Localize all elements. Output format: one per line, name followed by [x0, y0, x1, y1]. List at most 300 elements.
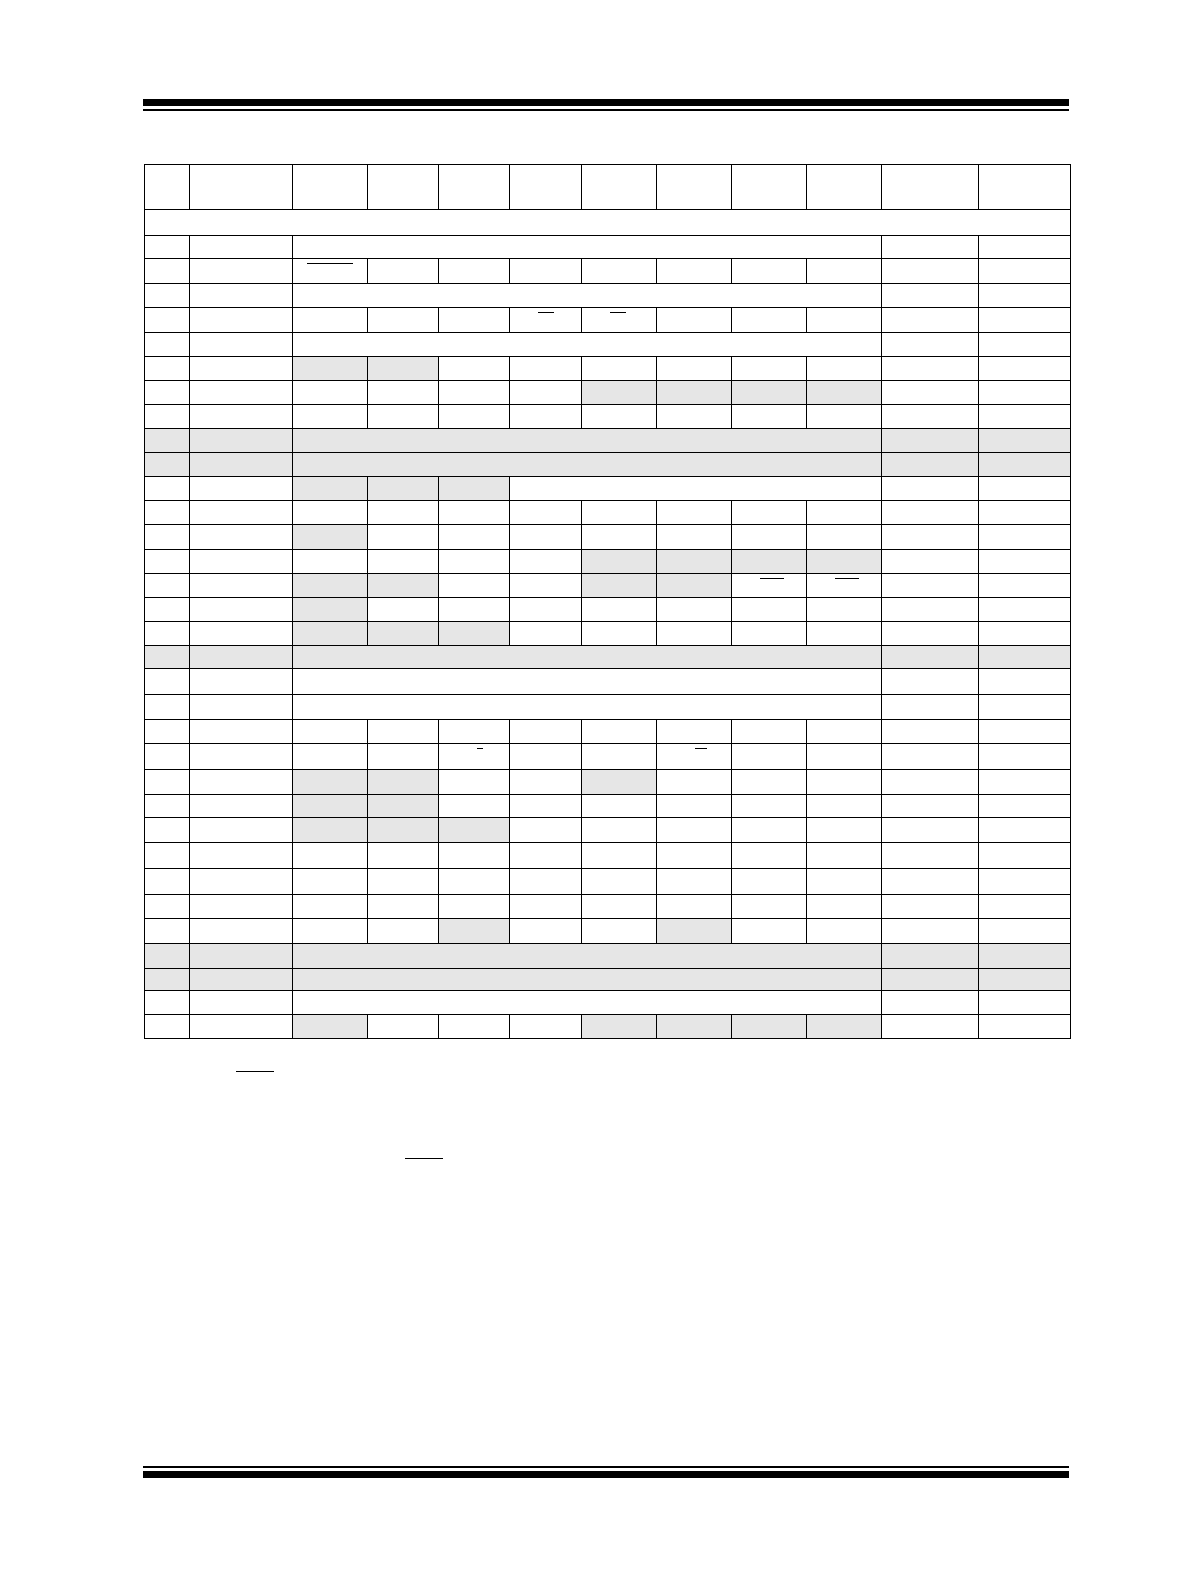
table-row: [145, 236, 1071, 259]
table-cell-shaded: [657, 574, 732, 598]
table-cell-shaded: [368, 477, 439, 501]
table-cell: [293, 501, 368, 525]
table-cell: [190, 333, 293, 357]
table-cell: [882, 236, 979, 259]
table-cell: [582, 843, 657, 869]
table-row: [145, 1015, 1071, 1039]
table-cell: [145, 598, 190, 622]
table-cell-shaded: [190, 453, 293, 477]
table-cell-shaded: [293, 969, 882, 991]
table-cell: [882, 669, 979, 695]
table-cell: [732, 501, 807, 525]
table-cell: [510, 919, 582, 944]
table-cell: [582, 259, 657, 284]
table-cell: [190, 869, 293, 895]
table-cell: [807, 744, 882, 770]
table-cell: [293, 284, 882, 308]
table-cell-shaded: [657, 1015, 732, 1039]
table-cell: [882, 501, 979, 525]
table-cell: [807, 895, 882, 919]
column-header: [732, 165, 807, 210]
table-cell: [145, 895, 190, 919]
table-cell: [882, 895, 979, 919]
table-row: [145, 818, 1071, 843]
table-cell: [190, 236, 293, 259]
table-cell: [368, 720, 439, 744]
table-cell: [657, 405, 732, 429]
table-cell: [510, 869, 582, 895]
table-cell: [439, 598, 510, 622]
table-cell-shaded: [368, 795, 439, 818]
table-cell: [510, 501, 582, 525]
table-cell: [368, 869, 439, 895]
table-row: [145, 525, 1071, 550]
table-cell: [190, 991, 293, 1015]
table-cell: [582, 308, 657, 333]
table-cell: [190, 622, 293, 646]
table-cell: [368, 744, 439, 770]
table-cell: [882, 869, 979, 895]
table-cell: [979, 895, 1071, 919]
table-cell: [190, 284, 293, 308]
table-cell: [510, 622, 582, 646]
table-cell: [807, 501, 882, 525]
table-cell: [657, 895, 732, 919]
table-cell-shaded: [582, 550, 657, 574]
table-cell: [882, 770, 979, 795]
table-cell: [293, 259, 368, 284]
footer-rule-thin: [143, 1466, 1069, 1468]
table-cell: [510, 598, 582, 622]
table-cell: [979, 259, 1071, 284]
table-cell: [807, 405, 882, 429]
table-cell: [190, 919, 293, 944]
table-cell: [145, 622, 190, 646]
table-cell-shaded: [293, 770, 368, 795]
table-cell: [190, 720, 293, 744]
table-cell: [657, 818, 732, 843]
table-cell: [582, 895, 657, 919]
table-cell: [293, 895, 368, 919]
table-cell-shaded: [293, 477, 368, 501]
table-cell: [979, 622, 1071, 646]
table-cell: [979, 574, 1071, 598]
table-cell-shaded: [293, 598, 368, 622]
table-cell: [732, 308, 807, 333]
table-cell: [979, 284, 1071, 308]
table-cell: [439, 381, 510, 405]
table-cell: [807, 843, 882, 869]
table-cell: [439, 720, 510, 744]
header-rule-thick: [143, 99, 1069, 106]
column-header: [368, 165, 439, 210]
table-cell: [882, 284, 979, 308]
table-row: [145, 843, 1071, 869]
table-cell-shaded: [293, 795, 368, 818]
table-cell: [732, 869, 807, 895]
table-cell: [190, 795, 293, 818]
table-cell: [979, 236, 1071, 259]
table-cell: [732, 259, 807, 284]
table-cell: [145, 720, 190, 744]
table-cell: [510, 525, 582, 550]
table-cell: [582, 720, 657, 744]
table-cell: [807, 598, 882, 622]
table-cell: [882, 574, 979, 598]
column-header: [510, 165, 582, 210]
table-cell-shaded: [807, 1015, 882, 1039]
table-cell-shaded: [882, 453, 979, 477]
table-cell: [510, 818, 582, 843]
table-cell: [190, 525, 293, 550]
table-cell-shaded: [657, 919, 732, 944]
table-cell: [657, 259, 732, 284]
table-cell: [368, 1015, 439, 1039]
table-row: [145, 944, 1071, 969]
table-row: [145, 919, 1071, 944]
table-cell: [979, 550, 1071, 574]
table-cell: [145, 210, 1071, 236]
column-header: [979, 165, 1071, 210]
table-cell-shaded: [368, 622, 439, 646]
table-cell: [439, 795, 510, 818]
table-cell: [368, 919, 439, 944]
table-cell: [439, 770, 510, 795]
table-cell-shaded: [293, 944, 882, 969]
table-cell: [979, 669, 1071, 695]
table-cell: [732, 525, 807, 550]
table-cell-shaded: [582, 770, 657, 795]
table-cell: [979, 869, 1071, 895]
table-cell-shaded: [293, 453, 882, 477]
table-cell-shaded: [145, 646, 190, 669]
table-cell: [882, 818, 979, 843]
table-cell-shaded: [657, 550, 732, 574]
table-cell: [145, 843, 190, 869]
table-row: [145, 405, 1071, 429]
table-cell: [510, 357, 582, 381]
table-cell: [732, 919, 807, 944]
table-row: [145, 308, 1071, 333]
table-cell: [510, 744, 582, 770]
table-cell-shaded: [979, 429, 1071, 453]
table-cell: [510, 770, 582, 795]
table-cell: [979, 744, 1071, 770]
table-cell-shaded: [979, 646, 1071, 669]
table-cell: [582, 501, 657, 525]
column-header: [439, 165, 510, 210]
table-cell: [807, 525, 882, 550]
table-row: [145, 695, 1071, 720]
table-cell: [368, 895, 439, 919]
column-header: [582, 165, 657, 210]
table-cell: [439, 259, 510, 284]
table-cell: [582, 818, 657, 843]
table-cell: [439, 574, 510, 598]
table-cell: [807, 259, 882, 284]
table-cell-shaded: [145, 453, 190, 477]
table-cell-shaded: [145, 969, 190, 991]
table-cell: [190, 357, 293, 381]
table-cell: [145, 284, 190, 308]
table-cell: [145, 236, 190, 259]
table-row: [145, 550, 1071, 574]
table-cell: [882, 405, 979, 429]
table-row: [145, 333, 1071, 357]
footnote-overbar: [405, 1158, 443, 1159]
table-cell: [657, 525, 732, 550]
table-cell: [732, 795, 807, 818]
table-cell: [293, 720, 368, 744]
table-cell: [368, 843, 439, 869]
table-cell: [510, 550, 582, 574]
table-cell-shaded: [732, 550, 807, 574]
table-cell: [882, 598, 979, 622]
table-cell: [293, 843, 368, 869]
table-cell: [882, 720, 979, 744]
table-cell: [368, 405, 439, 429]
table-cell: [979, 381, 1071, 405]
table-cell-shaded: [293, 357, 368, 381]
table-cell: [439, 1015, 510, 1039]
table-cell: [190, 1015, 293, 1039]
table-cell: [145, 744, 190, 770]
table-cell: [145, 357, 190, 381]
table-cell: [882, 744, 979, 770]
table-cell: [979, 843, 1071, 869]
table-cell: [979, 1015, 1071, 1039]
table-cell-shaded: [190, 429, 293, 453]
table-cell: [368, 550, 439, 574]
table-cell: [882, 843, 979, 869]
table-cell: [190, 550, 293, 574]
table-cell-shaded: [582, 1015, 657, 1039]
table-cell: [293, 308, 368, 333]
table-cell: [510, 574, 582, 598]
table-cell-shaded: [882, 944, 979, 969]
table-cell: [145, 308, 190, 333]
table-cell: [807, 308, 882, 333]
table-cell: [368, 259, 439, 284]
table-cell-shaded: [732, 1015, 807, 1039]
table-cell-shaded: [807, 381, 882, 405]
table-cell-shaded: [439, 477, 510, 501]
table-cell: [882, 991, 979, 1015]
table-row: [145, 969, 1071, 991]
table-cell: [979, 477, 1071, 501]
table-cell: [582, 405, 657, 429]
table-cell: [882, 695, 979, 720]
table-cell: [882, 550, 979, 574]
table-row: [145, 259, 1071, 284]
table-cell: [368, 501, 439, 525]
header-rule-thin: [143, 109, 1069, 111]
table-cell: [582, 525, 657, 550]
table-cell-shaded: [807, 550, 882, 574]
table-cell: [979, 919, 1071, 944]
table-cell: [979, 818, 1071, 843]
table-cell: [882, 919, 979, 944]
table-cell: [190, 501, 293, 525]
table-cell: [979, 357, 1071, 381]
table-cell: [732, 843, 807, 869]
table-cell: [439, 895, 510, 919]
table-cell: [657, 770, 732, 795]
table-cell: [657, 843, 732, 869]
table-cell: [510, 477, 882, 501]
table-cell: [293, 381, 368, 405]
table-cell-shaded: [882, 646, 979, 669]
table-row: [145, 210, 1071, 236]
column-header: [293, 165, 368, 210]
table-cell: [979, 405, 1071, 429]
table-cell: [979, 525, 1071, 550]
table-cell: [807, 818, 882, 843]
table-cell: [368, 525, 439, 550]
table-cell: [190, 744, 293, 770]
table-cell: [190, 308, 293, 333]
table-cell: [190, 574, 293, 598]
table-cell: [807, 574, 882, 598]
table-cell: [439, 405, 510, 429]
table-cell: [145, 525, 190, 550]
table-cell: [293, 695, 882, 720]
table-cell: [732, 574, 807, 598]
table-cell: [145, 477, 190, 501]
table-cell: [657, 744, 732, 770]
table-cell: [882, 477, 979, 501]
table-cell: [732, 598, 807, 622]
table-cell-shaded: [190, 969, 293, 991]
table-cell: [732, 770, 807, 795]
table-cell: [582, 869, 657, 895]
table-cell-shaded: [293, 622, 368, 646]
table-cell: [293, 405, 368, 429]
table-cell: [510, 895, 582, 919]
table-row: [145, 895, 1071, 919]
column-header: [657, 165, 732, 210]
table-cell: [882, 308, 979, 333]
table-cell: [190, 818, 293, 843]
table-cell: [190, 843, 293, 869]
table-cell: [657, 622, 732, 646]
table-cell-shaded: [979, 453, 1071, 477]
table-cell-shaded: [293, 818, 368, 843]
table-cell: [293, 550, 368, 574]
table-cell: [145, 869, 190, 895]
table-cell: [979, 991, 1071, 1015]
register-table: [144, 164, 1071, 1039]
table-row: [145, 770, 1071, 795]
table-cell: [979, 770, 1071, 795]
table-row: [145, 720, 1071, 744]
table-cell: [510, 1015, 582, 1039]
table-cell: [732, 744, 807, 770]
table-cell: [582, 744, 657, 770]
table-cell: [190, 405, 293, 429]
footnote-overbar: [236, 1071, 274, 1072]
table-cell: [293, 744, 368, 770]
table-cell: [582, 357, 657, 381]
table-cell: [807, 720, 882, 744]
table-cell: [439, 357, 510, 381]
table-cell: [145, 695, 190, 720]
table-header-row: [145, 165, 1071, 210]
table-row: [145, 669, 1071, 695]
table-cell: [582, 598, 657, 622]
table-cell: [882, 622, 979, 646]
table-cell-shaded: [190, 646, 293, 669]
table-cell: [657, 795, 732, 818]
table-cell: [293, 991, 882, 1015]
table-row: [145, 744, 1071, 770]
table-cell-shaded: [439, 818, 510, 843]
table-cell: [510, 259, 582, 284]
table-cell: [439, 869, 510, 895]
table-cell: [293, 669, 882, 695]
table-row: [145, 284, 1071, 308]
table-cell-shaded: [293, 525, 368, 550]
table-cell: [807, 622, 882, 646]
table-cell: [190, 770, 293, 795]
table-cell-shaded: [293, 429, 882, 453]
table-row: [145, 622, 1071, 646]
table-cell: [439, 550, 510, 574]
table-row: [145, 477, 1071, 501]
table-cell: [368, 381, 439, 405]
table-cell-shaded: [732, 381, 807, 405]
table-cell-shaded: [368, 574, 439, 598]
table-cell: [979, 501, 1071, 525]
table-row: [145, 501, 1071, 525]
table-cell: [145, 574, 190, 598]
table-cell: [657, 308, 732, 333]
table-cell: [732, 720, 807, 744]
table-cell: [190, 695, 293, 720]
table-row: [145, 453, 1071, 477]
table-cell: [979, 695, 1071, 720]
table-cell: [807, 795, 882, 818]
table-cell: [882, 1015, 979, 1039]
table-cell: [657, 501, 732, 525]
table-cell: [439, 308, 510, 333]
table-cell: [882, 259, 979, 284]
table-cell-shaded: [882, 429, 979, 453]
table-cell: [293, 333, 882, 357]
table-cell: [145, 550, 190, 574]
table-cell: [657, 869, 732, 895]
table-cell: [190, 259, 293, 284]
table-cell: [439, 744, 510, 770]
footer-rule-thick: [143, 1471, 1069, 1478]
table-cell: [732, 622, 807, 646]
table-row: [145, 991, 1071, 1015]
column-header: [807, 165, 882, 210]
table-cell-shaded: [190, 944, 293, 969]
table-cell-shaded: [582, 381, 657, 405]
table-cell: [510, 405, 582, 429]
table-cell: [510, 795, 582, 818]
table-cell-shaded: [145, 944, 190, 969]
table-cell: [807, 357, 882, 381]
table-cell: [979, 333, 1071, 357]
table-cell: [368, 308, 439, 333]
table-cell: [145, 991, 190, 1015]
table-cell-shaded: [293, 646, 882, 669]
table-cell-shaded: [293, 1015, 368, 1039]
table-cell: [439, 843, 510, 869]
table-cell: [732, 818, 807, 843]
